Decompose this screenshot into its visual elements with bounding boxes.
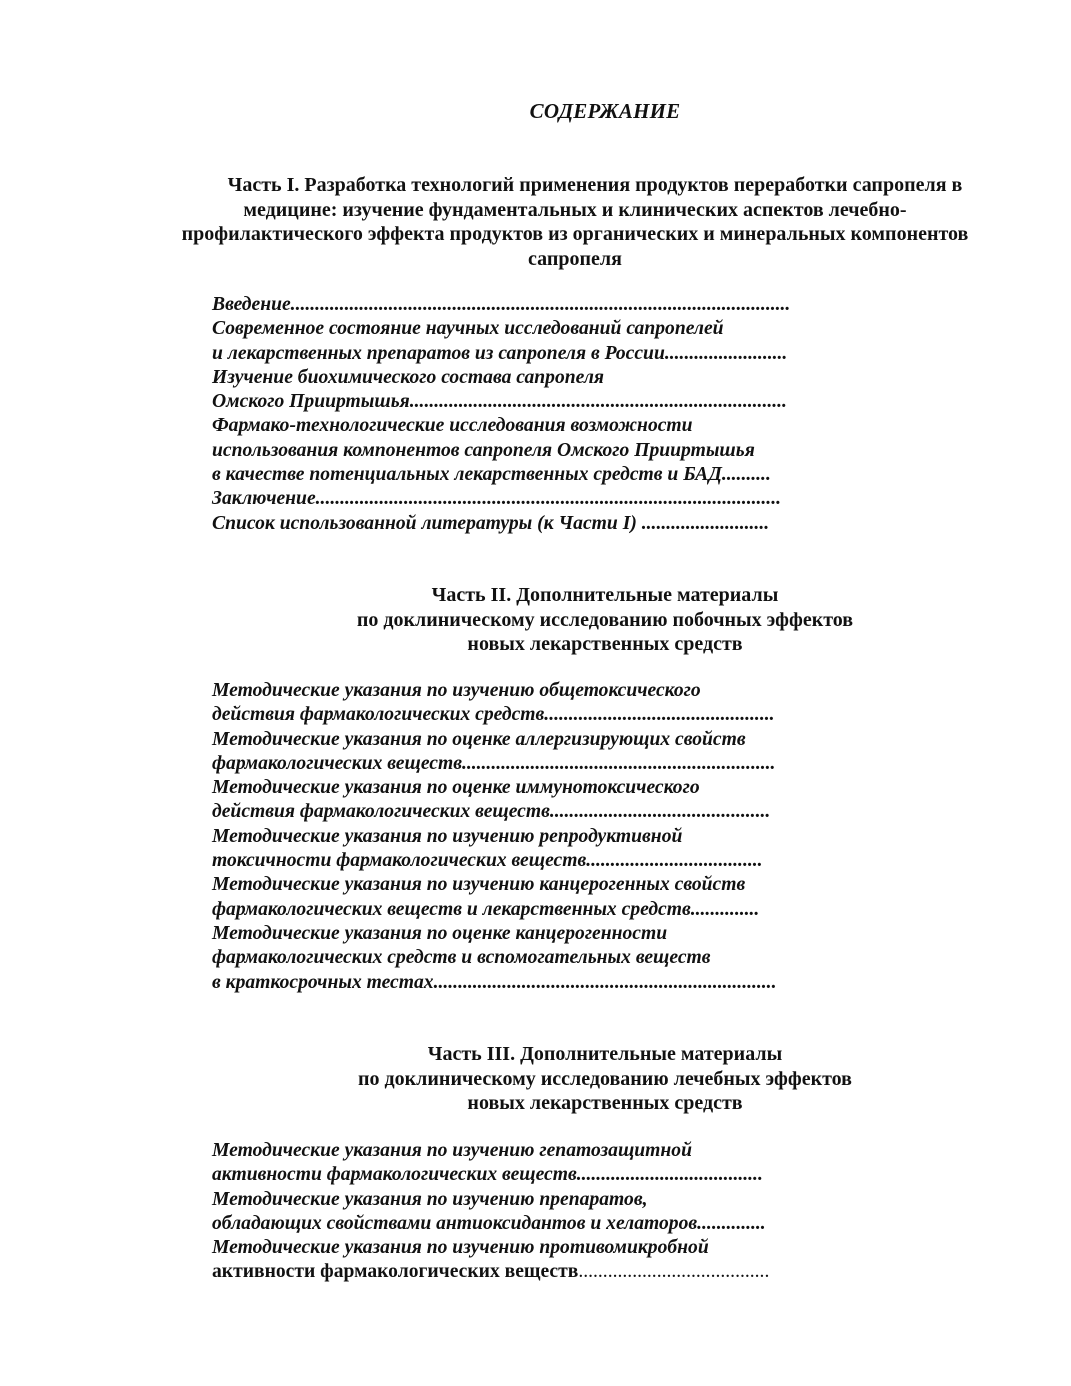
toc-entry-line: Фармако-технологические исследования возможности (212, 415, 693, 437)
toc-entry-line: Список использованной литературы (к Части I) .......................... (212, 512, 770, 534)
toc-leader-dots: ....................................... (578, 1261, 770, 1283)
part2-heading-line: по доклиническому исследованию побочных эффектов (356, 608, 854, 631)
toc-entry-line: действия фармакологических веществ............................................. (212, 801, 771, 823)
part1-heading-line: медицине: изучение фундаментальных и клинических аспектов лечебно- (243, 198, 907, 221)
page-title: СОДЕРЖАНИЕ (529, 99, 681, 123)
toc-entry-line: Методические указания по оценке аллергизирующих свойств (212, 728, 746, 750)
toc-entry-line: Методические указания по оценке канцерогенности (212, 922, 668, 944)
toc-entry-line: в краткосрочных тестах...................................................................... (212, 971, 777, 993)
toc-entry-line: использования компонентов сапропеля Омского Прииртышья (212, 439, 755, 461)
part2-toc-list (212, 679, 912, 995)
toc-entry-line: фармакологических веществ................................................................ (212, 752, 776, 774)
toc-entry-text: активности фармакологических веществ (212, 1261, 579, 1283)
toc-entry-general-toxicity[interactable] (212, 679, 912, 728)
toc-entry-line: Методические указания по изучению противомикробной (212, 1237, 709, 1259)
toc-entry-line: Методические указания по изучению гепатозащитной (212, 1140, 692, 1161)
toc-entry-line: фармакологических веществ и лекарственных средств.............. (212, 898, 760, 920)
toc-entry-line: Методические указания по изучению общетоксического (212, 680, 701, 701)
part1-heading-line: сапропеля (528, 247, 622, 270)
part3-toc-list (212, 1139, 912, 1285)
part3-heading-line: по доклиническому исследованию лечебных эффектов (358, 1067, 852, 1090)
toc-entry-line: Методические указания по изучению репродуктивной (212, 825, 683, 847)
toc-entry-line: Заключение............................................................................................... (212, 488, 781, 510)
toc-entry-conclusion[interactable] (212, 487, 912, 511)
toc-entry-line: Введение...................................................................................................... (212, 294, 791, 315)
toc-entry-antioxidants-chelators[interactable] (212, 1188, 912, 1237)
toc-entry-current-state[interactable] (212, 317, 912, 366)
toc-entry-line: Методические указания по изучению канцерогенных свойств (212, 874, 746, 896)
toc-entry-line-last (212, 1260, 912, 1284)
part2-heading (300, 583, 910, 657)
toc-entry-line: обладающих свойствами антиоксидантов и хелаторов.............. (212, 1212, 766, 1234)
toc-entry-line: Методические указания по оценке иммунотоксического (212, 777, 700, 799)
toc-entry-line: и лекарственных препаратов из сапропеля в России......................... (212, 342, 788, 364)
part3-heading-line: новых лекарственных средств (467, 1092, 743, 1114)
toc-entry-pharmaco-technological[interactable] (212, 414, 912, 487)
toc-entry-line: Омского Прииртышья............................................................................. (212, 391, 787, 413)
toc-entry-line: токсичности фармакологических веществ.................................... (212, 850, 763, 872)
part2-heading-line: Часть II. Дополнительные материалы (431, 584, 779, 606)
toc-entry-references[interactable] (212, 512, 912, 536)
toc-entry-hepatoprotective[interactable] (212, 1139, 912, 1188)
part1-heading-line: Часть I. Разработка технологий применения продуктов переработки сапропеля в (227, 174, 963, 196)
toc-entry-antimicrobial[interactable] (212, 1236, 912, 1285)
part3-heading (300, 1042, 910, 1116)
toc-entry-line: активности фармакологических веществ...................................... (212, 1164, 763, 1186)
toc-entry-line: Методические указания по изучению препаратов, (212, 1188, 648, 1210)
toc-entry-line: Изучение биохимического состава сапропеля (212, 366, 605, 388)
toc-entry-biochemical-study[interactable] (212, 366, 912, 415)
toc-entry-line: действия фармакологических средств............................................... (212, 704, 775, 726)
toc-entry-line: Современное состояние научных исследований сапропелей (212, 318, 724, 340)
part1-toc-list (212, 293, 912, 536)
toc-entry-line: фармакологических средств и вспомогательных веществ (212, 947, 711, 969)
part3-heading-line: Часть III. Дополнительные материалы (427, 1043, 783, 1065)
toc-entry-carcinogenic-properties[interactable] (212, 873, 912, 922)
toc-entry-line: в качестве потенциальных лекарственных средств и БАД.......... (212, 464, 771, 486)
part1-heading (150, 173, 1000, 271)
part2-heading-line: новых лекарственных средств (467, 633, 743, 655)
toc-entry-carcinogenicity-short-tests[interactable] (212, 922, 912, 995)
toc-entry-allergenic-properties[interactable] (212, 728, 912, 777)
toc-entry-immunotoxicity[interactable] (212, 776, 912, 825)
toc-entry-introduction[interactable] (212, 293, 912, 317)
part1-heading-line: профилактического эффекта продуктов из органических и минеральных компонентов (181, 223, 969, 245)
toc-entry-reproductive-toxicity[interactable] (212, 825, 912, 874)
